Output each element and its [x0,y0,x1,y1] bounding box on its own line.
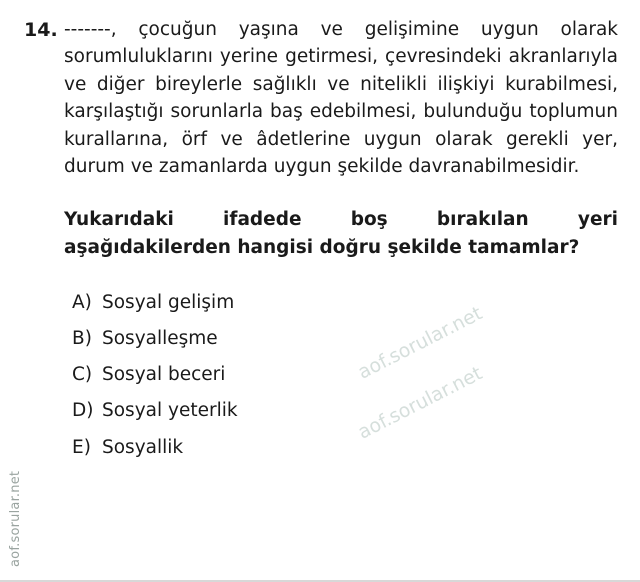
option-text: Sosyal beceri [102,364,226,386]
list-item[interactable] [64,436,618,459]
question-prompt: Yukarıdaki ifadede boş bırakılan yeri aşağıdakilerden hangisi doğru şekilde tamamlar? [64,209,618,258]
option-text: Sosyalleşme [102,328,218,350]
option-list [64,291,618,459]
option-letter: B) [72,328,92,350]
option-text: Sosyallik [102,436,184,458]
option-letter: D) [72,400,94,422]
watermark-diagonal-2: aof.sorular.net [354,362,486,444]
list-item[interactable] [64,399,618,422]
option-letter: C) [72,364,93,386]
watermark-diagonal-1: aof.sorular.net [354,302,486,384]
question-body [64,16,618,472]
option-text: Sosyal gelişim [102,292,235,313]
option-letter: A) [72,292,92,313]
list-item[interactable] [64,363,618,386]
watermark-side-text: aof.sorular.net [8,470,23,567]
option-letter: E) [72,436,91,458]
list-item[interactable] [64,327,618,350]
question-number: 14. [24,19,58,41]
question-block [18,16,618,472]
question-stem: -------, çocuğun yaşına ve gelişimine uygun olarak sorumluluklarını yerine getirmesi, çevresindeki akranlarıyla ve diğer bireylerle sağlıklı ve nitelikli ilişkiyi kurabilmesi, karşılaştığı sorunlarla baş edebilmesi, bulunduğu toplumun kurallarına, örf ve âdetlerine uygun olarak gerekli yer, durum ve zamanlarda uygun şekilde davranabilmesidir. [64,19,618,177]
question-head [18,16,618,472]
option-text: Sosyal yeterlik [102,400,238,422]
list-item[interactable] [64,291,618,314]
